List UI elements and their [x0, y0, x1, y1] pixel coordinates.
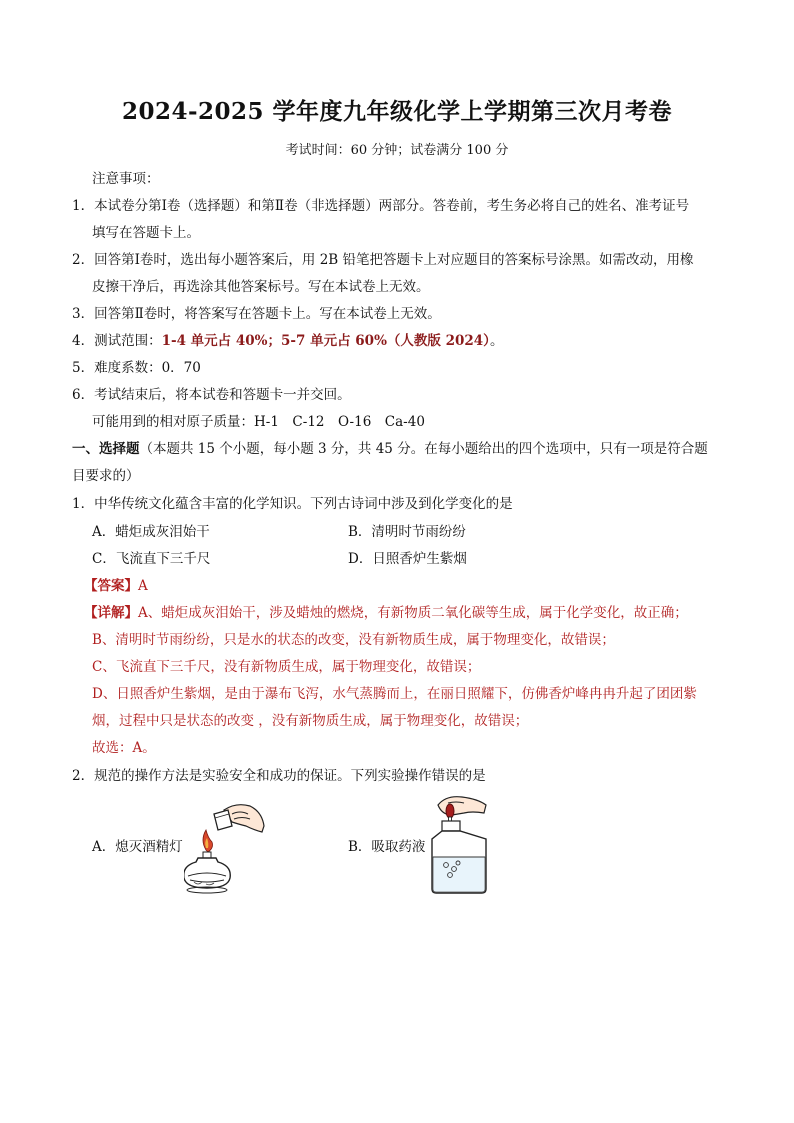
question-1-conclusion: 故选：A。 — [92, 740, 156, 756]
notice-item-1-line-1: 1．本试卷分第Ⅰ卷（选择题）和第Ⅱ卷（非选择题）两部分。答卷前，考生务必将自己的姓名、准考证号 — [72, 198, 690, 214]
section-1-heading — [72, 440, 708, 458]
question-1-detail-line-1 — [84, 604, 688, 622]
answer-value: A — [138, 578, 148, 594]
question-2-option-a: A．熄灭酒精灯 — [92, 839, 183, 855]
question-1-option-b: B．清明时节雨纷纷 — [348, 524, 466, 540]
question-1-option-a: A．蜡炬成灰泪始干 — [92, 524, 210, 540]
alcohol-lamp-figure — [184, 800, 266, 894]
notice-item-4-prefix: 4．测试范围： — [72, 333, 162, 349]
question-1-detail-line-4: D、日照香炉生紫烟，是由于瀑布飞泻，水气蒸腾而上，在丽日照耀下，仿佛香炉峰冉冉升起了团团紫 — [92, 686, 697, 702]
notice-item-3: 3．回答第Ⅱ卷时，将答案写在答题卡上。写在本试卷上无效。 — [72, 306, 441, 322]
detail-text-1: A、蜡炬成灰泪始干，涉及蜡烛的燃烧，有新物质二氧化碳等生成，属于化学变化，故正确； — [138, 605, 688, 621]
notice-heading: 注意事项： — [92, 171, 160, 187]
page-title: 2024-2025 学年度九年级化学上学期第三次月考卷 — [121, 98, 673, 125]
answer-label: 【答案】 — [84, 578, 138, 594]
question-1-option-c: C．飞流直下三千尺 — [92, 551, 211, 567]
section-1-heading-prefix: 一、选择题 — [72, 441, 140, 457]
notice-item-1-line-2: 填写在答题卡上。 — [92, 225, 200, 241]
section-1-heading-line-2: 目要求的） — [72, 468, 140, 484]
question-1-option-d: D．日照香炉生紫烟 — [348, 551, 467, 567]
notice-item-4-suffix: 。 — [489, 333, 504, 349]
test-scope-highlight: 1-4 单元占 40%；5-7 单元占 60%（人教版 2024） — [161, 333, 490, 349]
atomic-masses: 可能用到的相对原子质量：H-1 C-12 O-16 Ca-40 — [92, 414, 425, 430]
question-1-answer — [84, 577, 148, 595]
notice-item-4 — [72, 332, 503, 350]
detail-label: 【详解】 — [84, 605, 138, 621]
notice-item-2-line-2: 皮擦干净后，再选涂其他答案标号。写在本试卷上无效。 — [92, 279, 430, 295]
notice-item-2-line-1: 2．回答第Ⅰ卷时，选出每小题答案后，用 2B 铅笔把答题卡上对应题目的答案标号涂黑。如需改动，用橡 — [72, 252, 694, 268]
question-1-detail-line-5: 烟，过程中只是状态的改变 ，没有新物质生成，属于物理变化，故错误； — [92, 713, 529, 729]
notice-item-5: 5．难度系数：0．70 — [72, 360, 201, 376]
section-1-heading-rest: （本题共 15 个小题，每小题 3 分，共 45 分。在每小题给出的四个选项中，只有一项是符合题 — [139, 441, 708, 457]
exam-info: 考试时间：60 分钟；试卷满分 100 分 — [285, 143, 509, 158]
question-1-detail-line-2: B、清明时节雨纷纷，只是水的状态的改变，没有新物质生成，属于物理变化，故错误； — [92, 632, 615, 648]
question-1-stem: 1．中华传统文化蕴含丰富的化学知识。下列古诗词中涉及到化学变化的是 — [72, 496, 513, 512]
question-2-option-b: B．吸取药液 — [348, 839, 426, 855]
question-1-detail-line-3: C、飞流直下三千尺，没有新物质生成，属于物理变化，故错误； — [92, 659, 481, 675]
question-2-stem: 2．规范的操作方法是实验安全和成功的保证。下列实验操作错误的是 — [72, 768, 486, 784]
dropper-bottle-figure — [424, 795, 494, 895]
notice-item-6: 6．考试结束后，将本试卷和答题卡一并交回。 — [72, 387, 351, 403]
